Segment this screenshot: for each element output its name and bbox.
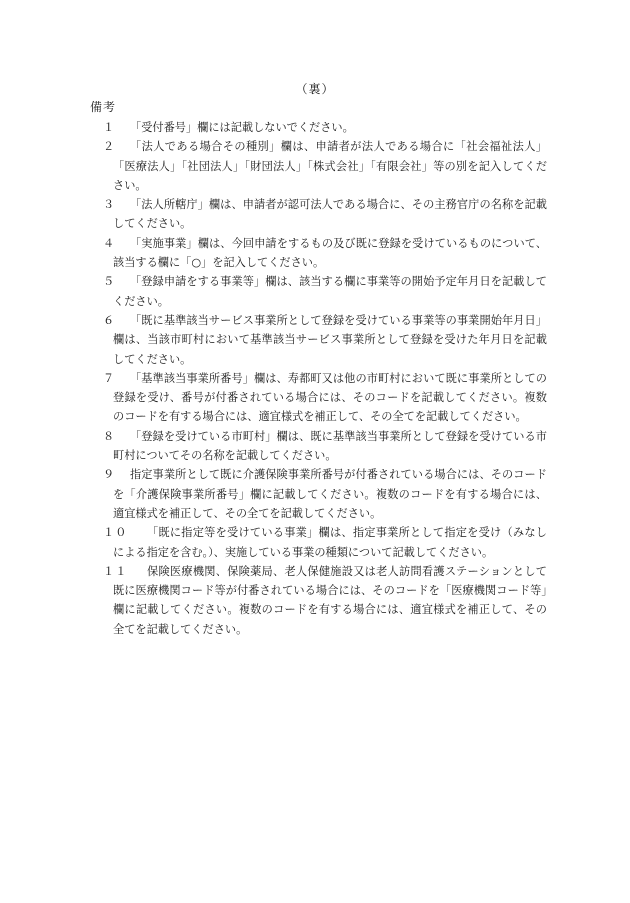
remark-number: １１ — [103, 564, 128, 578]
remark-text: 「基準該当事業所番号」欄は、寿都町又は他の市町村において既に事業所としての登録を受け、番号が付番されている場合には、そのコードを記載してください。複数のコードを有する場合には、適宜様式を補正して、その全てを記載してください。 — [113, 371, 547, 424]
remark-number: ４ — [103, 236, 116, 250]
remark-item — [0, 523, 630, 562]
remark-item — [0, 465, 630, 523]
remark-text: 「受付番号」欄には記載しないでください。 — [130, 121, 354, 134]
remark-text: 「既に基準該当サービス事業所として登録を受けている事業等の事業開始年月日」欄は、当該市町村において基準該当サービス事業所として登録を受けた年月日を記載してください。 — [113, 313, 547, 366]
remark-item — [0, 272, 630, 311]
remark-number: １０ — [103, 526, 128, 540]
remark-number: ８ — [103, 429, 116, 443]
remark-number: ２ — [103, 140, 116, 154]
remarks-label: 備考 — [90, 100, 117, 114]
remark-item — [0, 311, 630, 369]
remark-text: 「登録申請をする事業等」欄は、該当する欄に事業等の開始予定年月日を記載してください。 — [113, 275, 547, 308]
remark-number: ９ — [103, 468, 116, 482]
remark-item — [0, 234, 630, 273]
remark-text: 指定事業所として既に介護保険事業所番号が付番されている場合には、そのコードを「介護保険事業所番号」欄に記載してください。複数のコードを有する場合には、適宜様式を補正して、その全てを記載してください。 — [113, 468, 547, 520]
remark-number: ５ — [103, 275, 116, 289]
remark-item — [0, 369, 630, 427]
remark-item — [0, 118, 630, 137]
remark-text: 「法人所轄庁」欄は、申請者が認可法人である場合に、その主務官庁の名称を記載してください。 — [113, 198, 547, 231]
remark-number: １ — [103, 121, 116, 134]
remark-text: 「既に指定等を受けている事業」欄は、指定事業所として指定を受け（みなしによる指定を含む。）、実施している事業の種類について記載してください。 — [113, 526, 547, 559]
remark-text: 「法人である場合その種別」欄は、申請者が法人である場合に「社会福祉法人」「医療法人」「社団法人」「財団法人」「株式会社」「有限会社」等の別を記入してください。 — [113, 140, 547, 192]
remark-item — [0, 427, 630, 466]
remark-text: 「実施事業」欄は、今回申請をするもの及び既に登録を受けているものについて、該当する欄に「○」を記入してください。 — [113, 236, 547, 270]
remark-number: ３ — [103, 198, 116, 212]
remark-number: ７ — [103, 371, 116, 385]
remark-text: 「登録を受けている市町村」欄は、既に基準該当事業所として登録を受けている市町村についてその名称を記載してください。 — [113, 429, 547, 463]
page-heading: （裏） — [295, 82, 335, 96]
remark-item — [0, 562, 630, 639]
remark-item — [0, 195, 630, 234]
remark-number: ６ — [103, 313, 116, 327]
remark-item — [0, 137, 630, 195]
remarks-list — [0, 118, 630, 639]
remark-text: 保険医療機関、保険薬局、老人保健施設又は老人訪問看護ステーションとして既に医療機関コード等が付番されている場合には、そのコードを「医療機関コード等」欄に記載してください。複数のコードを有する場合には、適宜様式を補正して、その全てを記載してください。 — [113, 564, 547, 636]
